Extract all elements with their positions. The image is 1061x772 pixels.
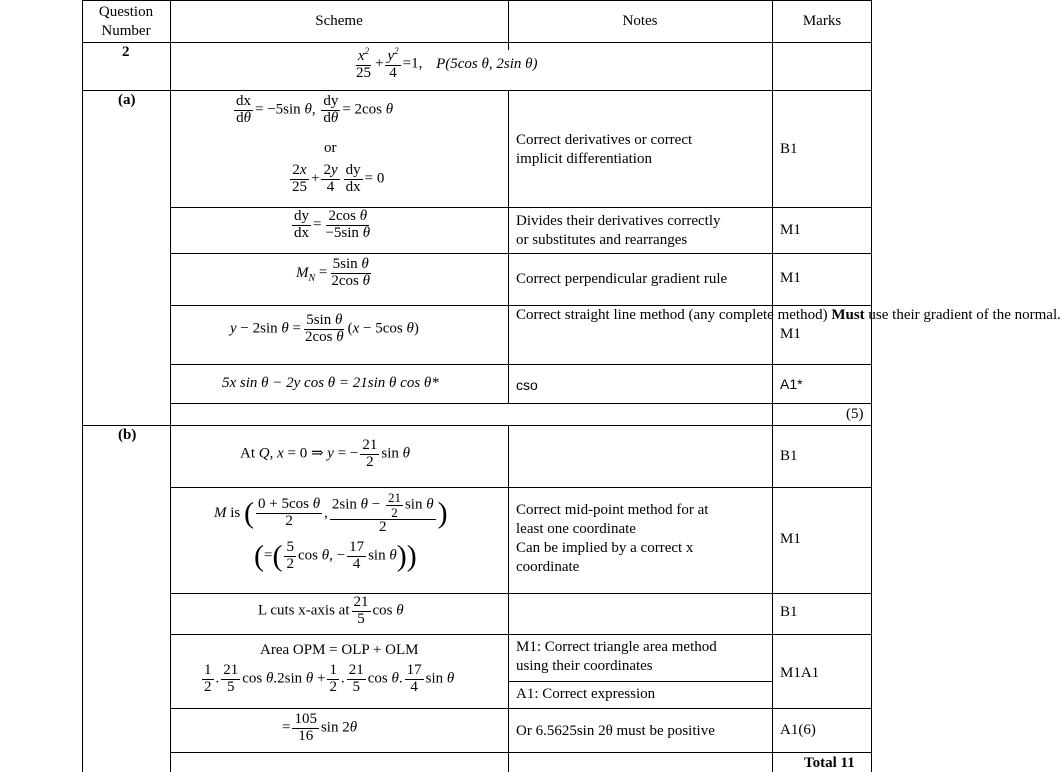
midpoint-m: M is ( $\frac{\text{0 + 5cos θ}}{2}$ , 2sin θ − $\frac{21}{2}$ sin θ 2 ) [214,490,448,536]
grid-line [170,708,872,709]
grid-line [170,253,872,254]
point-q: At Q, x = 0 ⇒ y = − $\frac{21}{2}$ sin θ [240,437,411,470]
grid-line [508,90,509,403]
mark-a2: M1 [780,222,801,238]
given-point: P(5cos θ, 2sin θ) [436,55,538,72]
grid-line [82,0,872,1]
gradient-expression: $\frac{dy}{dx}$ = $\frac{\text{2cos θ}}{\text{−5sin θ}}$ [294,208,371,241]
straight-line-equation: y − 2sin θ = $\frac{\text{5sin θ}}{\text{2cos θ}}$ (x − 5cos θ) [230,312,419,345]
grid-line [170,0,171,772]
question-number: 2 [122,44,130,60]
grid-line [82,425,872,426]
grid-line [170,593,872,594]
header-marks: Marks [802,13,842,29]
mark-a3: M1 [780,270,801,286]
mark-b5: A1(6) [780,722,816,738]
result-equation: 5x sin θ − 2y cos θ = 21sin θ cos θ* [222,375,439,391]
grid-line [82,42,872,43]
note-a4: Correct straight line method (any complete method) Must use their gradient of the normal. [516,307,1061,323]
mark-b1: B1 [780,448,798,464]
mark-b2: M1 [780,531,801,547]
implicit-differentiation: $\frac{2x}{25}$ + $\frac{2y}{4}$ $\frac{dy}{dx}$ = 0 [292,162,385,195]
part-a-label: (a) [118,92,136,108]
grid-line [170,403,872,404]
grid-line [82,90,872,91]
grid-line [170,752,872,753]
header-scheme: Scheme [315,13,363,29]
note-b5: Or 6.5625sin 2θ must be positive [516,723,715,739]
header-question-number: Question Number [98,4,154,39]
mark-b4: M1A1 [780,665,820,681]
area-expression: $\frac{1}{2}$ . $\frac{21}{5}$ cos θ.2sin θ + $\frac{1}{2}$ . $\frac{21}{5}$ cos θ. $\frac{17}{4}$ sin θ [204,662,455,695]
grid-line [82,0,83,772]
parametric-derivatives: $\frac{dx}{d\theta}$ = −5sin θ, $\frac{dy}{d\theta}$ = 2cos θ [236,93,394,126]
grid-line [170,487,872,488]
or-text: or [324,140,337,156]
mark-a1: B1 [780,141,798,157]
midpoint-simplified: (=( $\frac{5}{2}$ cos θ, − $\frac{17}{4}$ sin θ)) [254,539,417,573]
total-marks: Total 11 [804,755,855,771]
note-b2: Correct mid-point method for at least one coordinate Can be implied by a correct x coordinate [516,502,709,575]
grid-line [170,207,872,208]
grid-line [170,364,872,365]
note-a1: Correct derivatives or correct implicit differentiation [516,132,693,167]
grid-line [508,425,509,772]
area-label: Area OPM = OLP + OLM [260,642,419,658]
note-b4: M1: Correct triangle area method using their coordinates [516,639,717,674]
mark-scheme-table [82,0,1061,772]
grid-line [871,0,872,772]
ellipse-equation: $\frac{x^2}{25}$ + $\frac{y^2}{4}$ =1, P(5cos θ, 2sin θ) [356,46,538,81]
note-a5: cso [516,377,538,393]
mark-a4: M1 [780,326,801,342]
subtotal-a: (5) [846,406,864,422]
note-a3: Correct perpendicular gradient rule [516,271,728,287]
mark-b3: B1 [780,604,798,620]
grid-line [772,0,773,772]
l-cuts-x-axis: L cuts x-axis at $\frac{21}{5}$ cos θ [258,594,404,627]
normal-gradient: $M_N$ = $\frac{\text{5sin θ}}{\text{2cos θ}}$ [296,256,371,289]
mark-a5: A1* [780,376,803,392]
note-b4-a1: A1: Correct expression [516,686,656,702]
grid-line [170,634,872,635]
final-area: = $\frac{105}{16}$ sin 2θ [282,711,358,744]
header-notes: Notes [622,13,658,29]
part-b-label: (b) [118,427,137,443]
grid-line [508,681,772,682]
note-a2: Divides their derivatives correctly or substitutes and rearranges [516,213,721,248]
